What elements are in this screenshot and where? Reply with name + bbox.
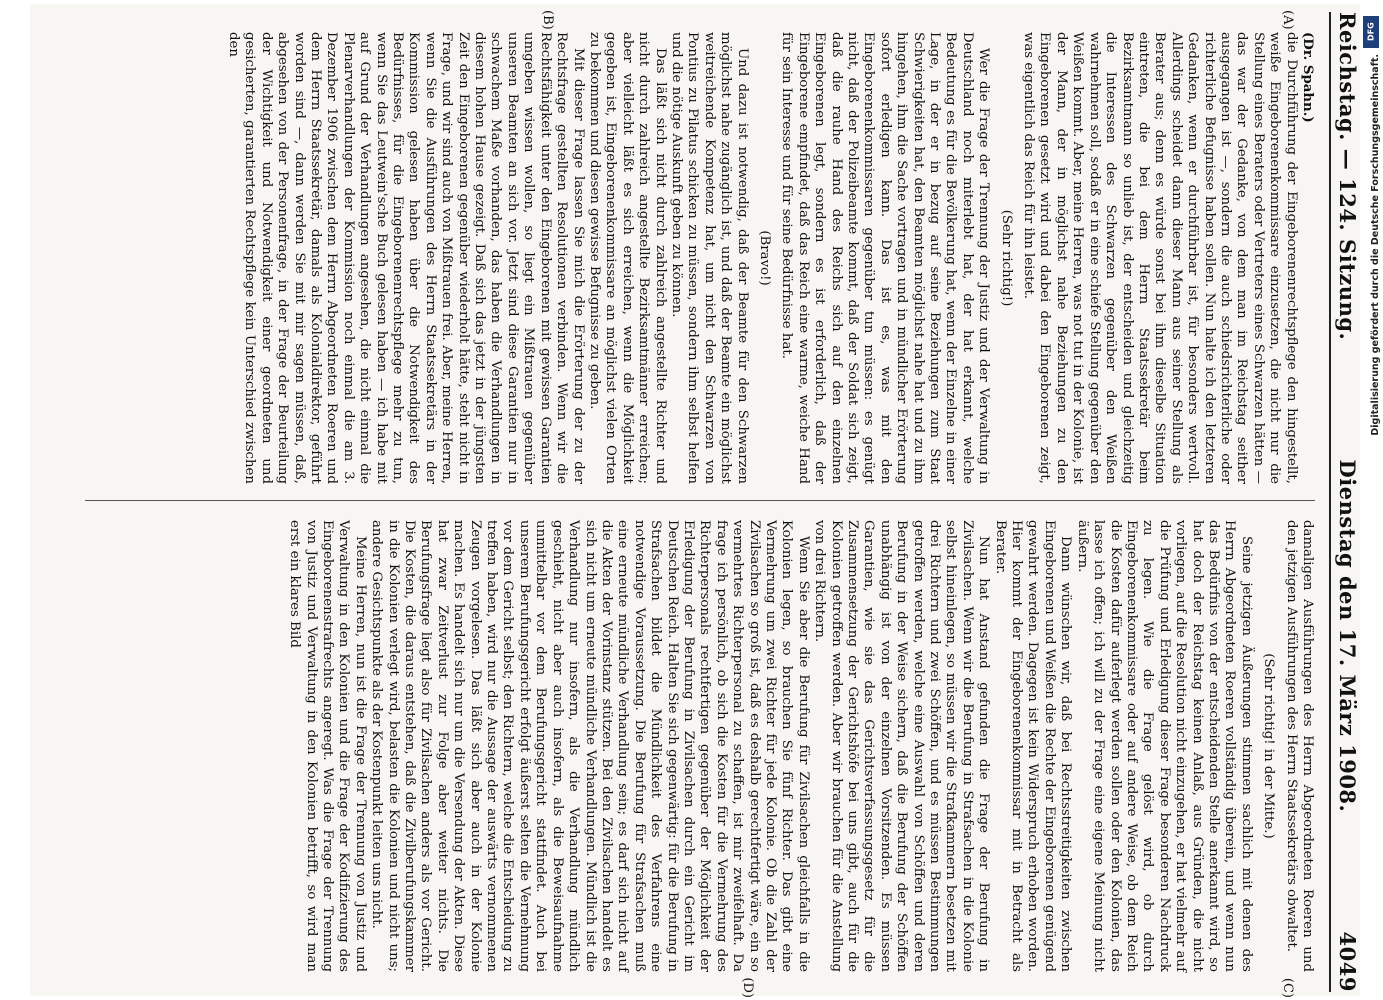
digitization-note: Digitalisierung gefördert durch die Deutsche Forschungsgemeinschaft. xyxy=(1370,54,1381,436)
interjection: (Bravo!) xyxy=(757,230,772,286)
right-column xyxy=(85,520,1315,998)
margin-mark-b: (B) xyxy=(540,10,555,30)
page-number: 4049 xyxy=(1335,931,1360,992)
paragraph: Das läßt sich nicht durch zahlreich angestellte Richter und nicht durch zahlreich angestellte Bezirksamtmänner erreichen; aber vielleicht läßt es sich erreichen, wenn die Möglichkeit gegeben ist, Eingeborenenkommissare an möglichst vielen Orten zu bekommen und diesen gewisse Befugnisse zu geben. xyxy=(586,32,668,484)
margin-mark-a: (A) xyxy=(1280,10,1295,30)
dfg-logo: DFG xyxy=(1363,16,1379,48)
digitization-strip xyxy=(1359,8,1383,992)
paragraph: die Durchführung der Eingeborenenrechtspflege den hingestellt, weiße Eingeborenenkommissare einzusetzen, die nicht nur die Stellung eines Beraters oder Vertreters eines Schwarzen hätten — das war der Gedanke, von dem man im Reichstag seither ausgegangen ist —, sondern die auch schiedsrichterliche oder richterliche Befugnisse haben sollen. Nun halte ich den letzteren Gedanken, wenn er durchführbar ist, für besonders wertvoll. Allerdings scheidet dann dieser Mann aus seiner Stellung als Berater aus; denn es würde sonst bei ihm dieselbe Situation eintreten, die bei dem Herrn Staatssekretär beim Bezirksamtmann so unlieb ist, der entscheiden und gleichzeitig die Interessen des Schwarzen gegenüber den Weißen wahrnehmen soll, sodaß er in eine schiefe Stellung gegenüber den Weißen kommt. Aber, meine Herren, was not tut in der Kolonie, ist der Mann, der in möglichst nahe Beziehungen zu den Eingeborenen gesetzt wird und dabei den Eingeborenen zeigt, was eigentlich das Reich für ihn leistet. xyxy=(1021,32,1299,484)
margin-mark-d: (D) xyxy=(740,977,755,998)
interjection: (Sehr richtig!) xyxy=(998,209,1014,307)
paragraph: Seine jetzigen Äußerungen stimmen sachlich mit denen des Herrn Abgeordneten Roeren vollständig überein, und wenn nun das Bedürfnis von der entscheidenden Stelle anerkannt wird, so hat doch der Reichstag keinen Anlaß, aus Gründen, die nicht vorliegen, auf die Resolution nicht einzugehen, er hat vielmehr auf die Prüfung und Erledigung dieser Frage besonderen Nachdruck zu legen. Wie die Frage gelöst wird, ob durch Eingeborenenkommissare oder auf andere Weise, ob dem Reich die Kosten dafür auferlegt werden sollen oder den Kolonien, das lasse ich offen; ich will zu der Frage eine eigene Meinung nicht äußern. xyxy=(1074,520,1254,972)
header-center: Dienstag den 17. März 1908. xyxy=(1335,459,1360,813)
paragraph: Dann wünschen wir, daß bei Rechtsstreitigkeiten zwischen Eingeborenen und Weißen die Rechte der Eingeborenen genügend gewahrt werden. Dagegen ist kein Widerspruch erhoben worden. Hier kommt der Eingeborenenkommissar mit in Betracht als Berater. xyxy=(992,520,1074,972)
left-column xyxy=(85,10,1315,484)
paragraph: Meine Herren, nun ist die Frage der Trennung von Justiz und Verwaltung in den Kolonien und die Frage der Kodifizierung des Eingeborenenstrafrechts angeregt. Was die Frage der Trennung von Justiz und Verwaltung in den Kolonien betrifft, so wird man erst ein klares Bild xyxy=(287,520,368,972)
header-left: Reichstag. — 124. Sitzung. xyxy=(1335,12,1360,341)
paragraph: Und dazu ist notwendig, daß der Beamte für den Schwarzen möglichst nahe zugänglich ist, und daß der Beamte ein möglichst weitreichende Kompetenz hat, um nicht den Schwarzen von Pontius zu Pilatus schicken zu müssen, sondern ihm selbst helfen und die nötige Auskunft geben zu können. xyxy=(668,32,750,484)
scanned-page xyxy=(30,4,1360,996)
interjection: (Sehr richtig! in der Mitte.) xyxy=(1261,653,1277,839)
text-columns xyxy=(85,10,1315,998)
paragraph: Wenn Sie aber die Berufung für Zivilsachen gleichfalls in die Kolonien legen, so brauchen Sie fünf Richter. Das gibt eine Vermehrung um zwei Richter für jede Kolonie. Ob die Zahl der Zivilsachen so groß ist, daß es deshalb gerechtfertigt wäre, ein so vermehrtes Richterpersonal zu schaffen, ist mir zweifelhaft. Da frage ich persönlich, ob sich die Kosten für die Vermehrung des Richterpersonals rechtfertigen gegenüber der Möglichkeit der Erledigung der Berufung in Zivilsachen durch ein Gericht im Deutschen Reich. Halten Sie sich gegenwärtig: für die Berufung in Strafsachen bildet die Mündlichkeit des Verfahrens eine notwendige Voraussetzung. Die Berufung für Strafsachen muß eine erneute mündliche Verhandlung sein; es darf sich nicht auf die Akten der Vorinstanz stützen. Bei den Zivilsachen handelt es sich nicht um erneute mündliche Verhandlungen. Mündlich ist die Verhandlung nur insofern, als die Verhandlung mündlich geschieht, nicht aber auch insofern, als die Beweisaufnahme unmittelbar vor dem Berufungsgericht stattfindet. Auch bei unserem Berufungsgericht erfolgt äußerst selten die Vernehmung vor dem Gericht selbst; den Richtern, welche die Entscheidung zu treffen haben, wird nur die Aussage der auswärts vernommenen Zeugen vorgelesen. Das läßt sich aber auch in der Kolonie machen. Es handelt sich nur um die Versendung der Akten. Diese hat zwar Zeitverlust zur Folge aber weiter nichts. Die Berufungsfrage liegt also für Zivilsachen anders als vor Gericht. Die Kosten, die daraus entstehen, daß die Zivilberufungskammer in die Kolonien verlegt wird, belasten die Kolonien und nicht uns; andere Gesichtspunkte als der Kostenpunkt leiten uns nicht. xyxy=(369,520,811,972)
paragraph: Mit dieser Frage lassen Sie mich die Erörterung der zu der Rechtsfrage gestellten Resolutionen verbinden. Wenn wir die Rechtsfähigkeit unter den Eingeborenen mit gewissen Garantien umgeben wissen wollen, so liegt ein Mißtrauen gegenüber unseren Beamten an sich vor. Jetzt sind diese Garantien nur in schwachem Maße vorhanden, das haben die Verhandlungen in diesem hohen Hause gezeigt. Daß sich das jetzt in der jüngsten Zeit den Eingeborenen gegenüber wiederholt hätte, steht nicht in Frage, und wir sind auch von Mißtrauen frei. Aber, meine Herren, wenn Sie die Ausführungen des Herrn Staatssekretärs in der Kommission gelesen haben über die Notwendigkeit des Bedürfnisses, für die Eingeborenenrechtspflege mehr zu tun, wenn Sie das Leutwein'sche Buch gelesen haben — ich habe mit auf Grund der Verhandlungen angesehen, die nicht einmal die Plenarverhandlungen der Kommission noch einmal die am 3. Dezember 1906 zwischen dem Herrn Abgeordneten Roeren und dem Herrn Staatssekretär, damals als Kolonialdirektor, geführt worden sind —, dann werden Sie mit mir sagen müssen, daß, abgesehen von der Personenfrage, in der Frage der Beurteilung der Wichtigkeit und Notwendigkeit einer geordneten und gesicherten, garantierten Rechtspflege kein Unterschied zwischen den xyxy=(226,32,586,484)
paragraph: Nun hat Anstand gefunden die Frage der Berufung in Zivilsachen. Wenn wir die Berufung in Strafsachen in die Kolonie selbst hineinlegen, so müssen wir die Strafkammern besetzen mit drei Richtern und zwei Schöffen, und es müssen Bestimmungen getroffen werden, welche eine Auswahl von Schöffen und deren Berufung in der Weise sichern, daß die Berufung der Schöffen unabhängig ist von der einzelnen Vorsitzenden. Es müssen Garantien, wie sie das Gerichtsverfassungsgesetz für die Zusammensetzung der Gerichtshöfe bei uns gibt, auch für die Kolonien getroffen werden. Aber wir brauchen für die Anstellung von drei Richtern. xyxy=(812,520,992,972)
paragraph: Wer die Frage der Trennung der Justiz und der Verwaltung in Deutschland noch miterlebt hat, der hat erkannt, welche Bedeutung es für die Bevölkerung hat, wenn der Einzelne in einer Lage, in der er in bezug auf seine Beziehungen zum Staat Schwierigkeiten hat, den Beamten möglichst nahe hat und zu ihm hingehen, ihm die Sache vortragen und in mündlicher Erörterung sofort erledigen kann. Das ist es, was mit den Eingeborenenkommissaren gegenüber tun müssen: es genügt nicht, daß der Polizeibeamte kommt, daß der Soldat sich zeigt, daß die rauhe Hand des Reichs sich auf den einzelnen Eingeborenen legt, sondern es ist erforderlich, daß der Eingeborene empfindet, daß das Reich eine warme, weiche Hand für sein Interesse und für seine Bedürfnisse hat. xyxy=(779,32,992,484)
paragraph: damaligen Ausführungen des Herrn Abgeordneten Roeren und den jetzigen Ausführungen des Herrn Staatssekretärs obwaltet. xyxy=(1283,520,1315,972)
speaker-label: (Dr. Spahn.) xyxy=(1300,32,1315,123)
rotated-document-page xyxy=(75,10,1375,998)
margin-mark-c: (C) xyxy=(1280,977,1295,998)
header-rule xyxy=(1329,12,1331,992)
